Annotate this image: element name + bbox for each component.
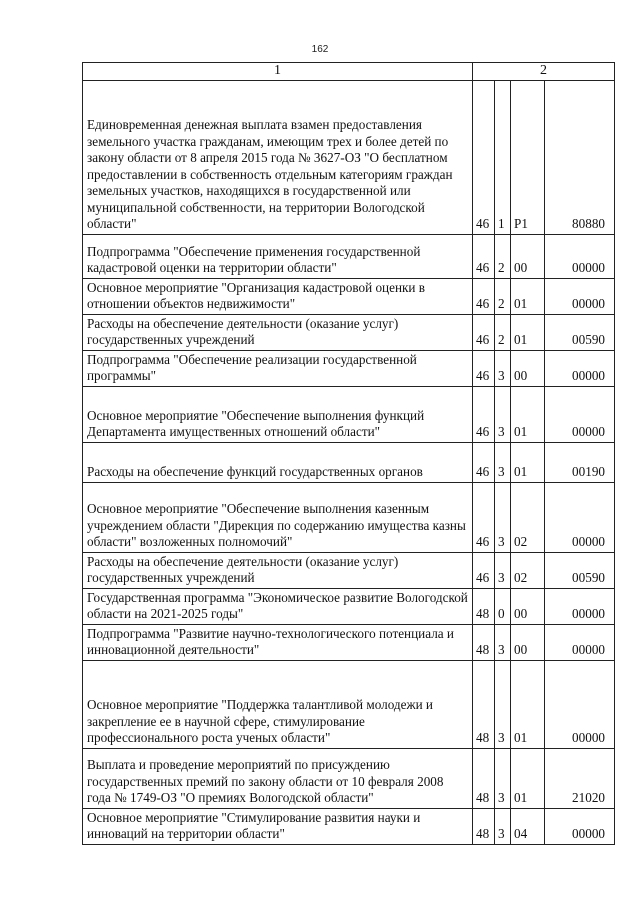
row-code-pp-cell: 3 xyxy=(495,386,511,442)
row-code-pp-cell: 3 xyxy=(495,482,511,552)
row-name-cell: Подпрограмма "Обеспечение применения государственной кадастровой оценки на территории области" xyxy=(83,234,473,278)
table-row xyxy=(83,442,615,482)
budget-table xyxy=(82,62,615,845)
row-name-cell: Основное мероприятие "Обеспечение выполнения казенным учреждением области "Дирекция по содержанию имущества казны области" возложенных полномочий" xyxy=(83,482,473,552)
row-code-gp-cell: 46 xyxy=(473,80,495,234)
row-code-direction-cell: 00000 xyxy=(545,234,615,278)
row-code-direction-cell: 00000 xyxy=(545,808,615,844)
table-row xyxy=(83,386,615,442)
header-col-2: 2 xyxy=(473,63,615,81)
row-name-cell: Единовременная денежная выплата взамен предоставления земельного участка гражданам, имеющим трех и более детей по закону области от 8 апреля 2015 года № 3627-ОЗ "О бесплатном предоставлении в собственность отдельным категориям граждан земельных участков, находящихся в государственной или муниципальной собственности, на территории Вологодской области" xyxy=(83,80,473,234)
row-name-cell: Подпрограмма "Обеспечение реализации государственной программы" xyxy=(83,350,473,386)
table-row xyxy=(83,482,615,552)
row-code-direction-cell: 00000 xyxy=(545,482,615,552)
row-code-gp-cell: 46 xyxy=(473,314,495,350)
table-row xyxy=(83,660,615,748)
row-code-pp-cell: 3 xyxy=(495,552,511,588)
row-code-om-cell: 01 xyxy=(511,748,545,808)
table-row xyxy=(83,552,615,588)
row-code-gp-cell: 48 xyxy=(473,660,495,748)
page-number: 162 xyxy=(311,44,329,55)
row-code-pp-cell: 2 xyxy=(495,234,511,278)
table-row xyxy=(83,624,615,660)
row-code-om-cell: 01 xyxy=(511,278,545,314)
row-name-cell: Подпрограмма "Развитие научно-технологического потенциала и инновационной деятельности" xyxy=(83,624,473,660)
row-code-gp-cell: 46 xyxy=(473,482,495,552)
row-code-direction-cell: 21020 xyxy=(545,748,615,808)
row-code-om-cell: 04 xyxy=(511,808,545,844)
row-code-om-cell: 00 xyxy=(511,350,545,386)
row-code-om-cell: 00 xyxy=(511,624,545,660)
row-code-gp-cell: 48 xyxy=(473,808,495,844)
row-code-gp-cell: 46 xyxy=(473,552,495,588)
row-name-cell: Основное мероприятие "Организация кадастровой оценки в отношении объектов недвижимости" xyxy=(83,278,473,314)
row-code-pp-cell: 3 xyxy=(495,350,511,386)
table-row xyxy=(83,588,615,624)
row-code-gp-cell: 46 xyxy=(473,278,495,314)
row-code-gp-cell: 46 xyxy=(473,234,495,278)
row-code-pp-cell: 2 xyxy=(495,314,511,350)
row-code-pp-cell: 3 xyxy=(495,660,511,748)
row-code-gp-cell: 46 xyxy=(473,442,495,482)
row-code-om-cell: 01 xyxy=(511,442,545,482)
row-code-gp-cell: 48 xyxy=(473,588,495,624)
row-code-om-cell: P1 xyxy=(511,80,545,234)
table-row xyxy=(83,748,615,808)
row-code-direction-cell: 00190 xyxy=(545,442,615,482)
row-code-direction-cell: 80880 xyxy=(545,80,615,234)
row-name-cell: Государственная программа "Экономическое развитие Вологодской области на 2021-2025 годы" xyxy=(83,588,473,624)
row-code-pp-cell: 1 xyxy=(495,80,511,234)
row-code-om-cell: 00 xyxy=(511,234,545,278)
row-name-cell: Основное мероприятие "Поддержка талантливой молодежи и закрепление ее в научной сфере, стимулирование профессионального роста ученых области" xyxy=(83,660,473,748)
row-name-cell: Расходы на обеспечение деятельности (оказание услуг) государственных учреждений xyxy=(83,314,473,350)
row-code-pp-cell: 0 xyxy=(495,588,511,624)
row-name-cell: Основное мероприятие "Обеспечение выполнения функций Департамента имущественных отношений области" xyxy=(83,386,473,442)
row-code-om-cell: 00 xyxy=(511,588,545,624)
table-row xyxy=(83,314,615,350)
row-code-direction-cell: 00000 xyxy=(545,350,615,386)
row-name-cell: Расходы на обеспечение деятельности (оказание услуг) государственных учреждений xyxy=(83,552,473,588)
row-name-cell: Выплата и проведение мероприятий по присуждению государственных премий по закону области от 10 февраля 2008 года № 1749-ОЗ "О премиях Вологодской области" xyxy=(83,748,473,808)
table-row xyxy=(83,808,615,844)
row-name-cell: Расходы на обеспечение функций государственных органов xyxy=(83,442,473,482)
row-code-direction-cell: 00000 xyxy=(545,278,615,314)
row-code-gp-cell: 48 xyxy=(473,748,495,808)
row-code-pp-cell: 2 xyxy=(495,278,511,314)
row-code-direction-cell: 00000 xyxy=(545,386,615,442)
row-code-om-cell: 01 xyxy=(511,386,545,442)
table-row xyxy=(83,234,615,278)
row-code-direction-cell: 00000 xyxy=(545,588,615,624)
row-code-gp-cell: 46 xyxy=(473,386,495,442)
row-code-om-cell: 02 xyxy=(511,482,545,552)
row-code-om-cell: 01 xyxy=(511,314,545,350)
row-code-om-cell: 02 xyxy=(511,552,545,588)
header-col-1: 1 xyxy=(83,63,473,81)
table-row xyxy=(83,80,615,234)
table-row xyxy=(83,278,615,314)
row-code-pp-cell: 3 xyxy=(495,624,511,660)
table-row xyxy=(83,350,615,386)
row-code-pp-cell: 3 xyxy=(495,748,511,808)
row-code-gp-cell: 46 xyxy=(473,350,495,386)
row-code-direction-cell: 00000 xyxy=(545,624,615,660)
table-header-row xyxy=(83,63,615,81)
row-code-gp-cell: 48 xyxy=(473,624,495,660)
row-code-pp-cell: 3 xyxy=(495,442,511,482)
row-code-direction-cell: 00590 xyxy=(545,552,615,588)
row-code-om-cell: 01 xyxy=(511,660,545,748)
row-code-pp-cell: 3 xyxy=(495,808,511,844)
row-code-direction-cell: 00590 xyxy=(545,314,615,350)
row-code-direction-cell: 00000 xyxy=(545,660,615,748)
row-name-cell: Основное мероприятие "Стимулирование развития науки и инноваций на территории области" xyxy=(83,808,473,844)
